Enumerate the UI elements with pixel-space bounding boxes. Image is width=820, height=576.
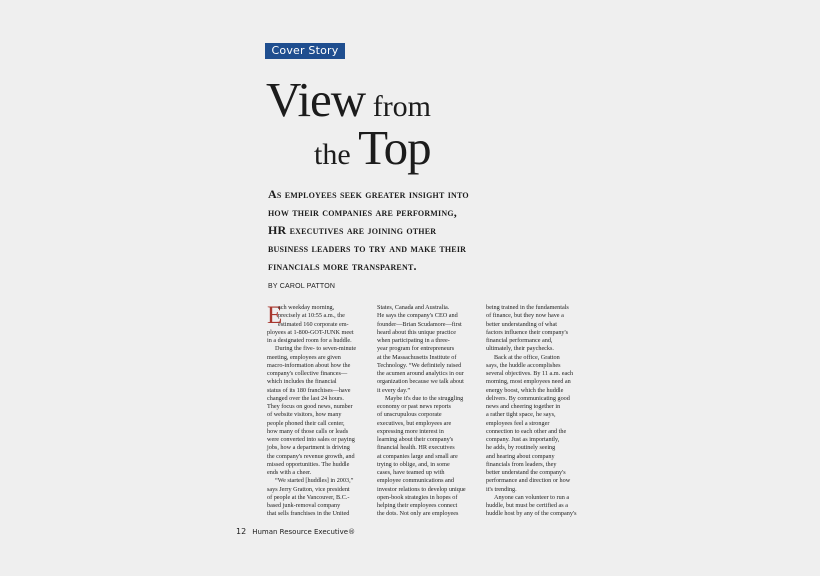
- text-line: better understand the company's: [486, 469, 566, 476]
- text-line: the company's revenue growth, and: [267, 452, 355, 460]
- text-line: investor relations to develop unique: [377, 485, 466, 493]
- text-line: being trained in the fundamentals: [486, 304, 569, 311]
- text-line: morning, most employees need an: [486, 378, 571, 386]
- text-line: news and cheering together in: [486, 403, 561, 410]
- text-line: meeting, employees are given: [267, 353, 341, 361]
- text-line: were converted into sales or paying: [267, 436, 355, 443]
- text-line: of finance, but they now have a: [486, 312, 564, 320]
- text-line: They focus on good news, number: [267, 403, 353, 410]
- text-line: open-book strategies in hopes of: [377, 493, 458, 501]
- text-line: company. Just as importantly,: [486, 436, 560, 443]
- text-line: at the Massachusetts Institute of: [377, 353, 457, 361]
- text-line: and hearing about company: [486, 452, 555, 460]
- text-line: financials from leaders, they: [486, 460, 557, 468]
- text-line: He says the company's CEO and: [377, 312, 458, 320]
- text-line: trying to oblige, and, in some: [377, 460, 450, 468]
- text-line: huddle, but must be certified as a: [486, 502, 568, 509]
- text-line: founder—Brian Scudamore—first: [377, 320, 462, 328]
- text-line: in a designated room for a huddle.: [267, 337, 352, 344]
- text-column-3: [486, 304, 586, 519]
- deck-line: business leaders to try and make their: [268, 241, 467, 255]
- text-line: energy boost, which the huddle: [486, 386, 564, 394]
- text-line: estimated 160 corporate em-: [278, 320, 349, 328]
- text-line: delivers. By communicating good: [486, 394, 570, 402]
- text-line: the dots. Not only are employees: [377, 510, 459, 518]
- text-line: it every day.”: [377, 386, 411, 394]
- deck-line: how their companies are performing,: [268, 205, 457, 219]
- text-line: he adds, by routinely seeing: [486, 444, 556, 452]
- text-line: financial health. HR executives: [377, 444, 455, 452]
- text-line: company's collective finances—: [267, 370, 348, 377]
- text-line: changed over the last 24 hours.: [267, 394, 344, 402]
- text-line: connection to each other and the: [486, 427, 567, 435]
- article-deck: [268, 185, 518, 275]
- title-word-from: from: [365, 90, 432, 123]
- text-line: year program for entrepreneurs: [377, 345, 455, 353]
- text-line: executives, but employees are: [377, 419, 452, 427]
- text-line: employee communications and: [377, 477, 454, 485]
- text-line: organization because we talk about: [377, 378, 464, 386]
- section-tag: Cover Story: [265, 43, 345, 59]
- text-line: missed opportunities. The huddle: [267, 460, 350, 468]
- magazine-page: [236, 30, 606, 550]
- text-line: says, the huddle accomplishes: [486, 361, 561, 369]
- text-line: when participating in a three-: [377, 337, 450, 344]
- text-line: people phoned their call center,: [267, 419, 345, 427]
- text-line: which includes the financial: [267, 378, 337, 386]
- text-line: ach weekday morning,: [278, 304, 335, 311]
- text-line: expressing more interest in: [377, 427, 444, 435]
- text-line: a rather tight space, he says,: [486, 411, 556, 419]
- text-line: Maybe it's due to the struggling: [385, 394, 464, 402]
- text-line: better understanding of what: [486, 320, 557, 328]
- text-line: based junk-removal company: [267, 502, 341, 509]
- text-column-1: [267, 304, 367, 519]
- text-line: States, Canada and Australia.: [377, 304, 450, 311]
- text-line: of website visitors, how many: [267, 411, 342, 419]
- text-line: how many of those calls or leads: [267, 427, 349, 435]
- text-line: huddle host by any of the company's: [486, 510, 577, 518]
- deck-line: financials more transparent.: [268, 259, 417, 273]
- text-line: economy or past news reports: [377, 403, 451, 410]
- text-line: the acumen around analytics in our: [377, 370, 464, 377]
- text-line: it's trending.: [486, 485, 517, 493]
- text-line: learning about their company's: [377, 436, 454, 443]
- text-column-2: [377, 304, 477, 519]
- deck-line: As employees seek greater insight into: [268, 187, 469, 201]
- text-line: Anyone can volunteer to run a: [494, 493, 570, 501]
- text-line: factors influence their company's: [486, 328, 569, 336]
- article-title-line-2: [314, 122, 431, 181]
- page-number: 12: [236, 527, 247, 536]
- text-line: heard about this unique practice: [377, 328, 457, 336]
- drop-cap: E: [267, 302, 283, 329]
- text-line: macro-information about how the: [267, 361, 351, 369]
- text-line: says Jerry Gratton, vice president: [267, 485, 350, 493]
- text-line: Technology. “We definitely raised: [377, 361, 462, 369]
- text-line: ultimately, their paychecks.: [486, 345, 554, 353]
- byline: BY CAROL PATTON: [268, 283, 336, 290]
- publication-name: Human Resource Executive®: [252, 528, 356, 536]
- text-line: ends with a cheer.: [267, 469, 312, 476]
- deck-line: HR executives are joining other: [268, 223, 437, 237]
- text-line: employees feel a stronger: [486, 419, 550, 427]
- text-line: ployees at 1-800-GOT-JUNK meet: [267, 328, 354, 336]
- text-line: of people at the Vancouver, B.C.-: [267, 493, 350, 501]
- title-word-the: the: [314, 138, 359, 171]
- text-line: at companies large and small are: [377, 452, 458, 460]
- text-line: status of its 180 franchises—have: [267, 386, 351, 394]
- folio: [236, 527, 355, 536]
- text-line: that sells franchises in the United: [267, 510, 350, 518]
- title-word-view: View: [266, 72, 366, 127]
- text-line: jobs, how a department is driving: [267, 444, 350, 452]
- text-line: “We started [huddles] in 2003,”: [275, 477, 354, 485]
- text-line: financial performance and,: [486, 337, 553, 344]
- title-word-top: Top: [358, 120, 431, 175]
- text-line: of unscrupulous corporate: [377, 411, 442, 419]
- text-line: During the five- to seven-minute: [275, 345, 357, 353]
- text-line: performance and direction or how: [486, 477, 571, 485]
- text-line: cases, have teamed up with: [377, 469, 445, 476]
- text-line: precisely at 10:55 a.m., the: [278, 312, 345, 320]
- text-line: helping their employees connect: [377, 502, 458, 509]
- text-line: Back at the office, Gratton: [494, 353, 560, 361]
- text-line: several objectives. By 11 a.m. each: [486, 370, 574, 377]
